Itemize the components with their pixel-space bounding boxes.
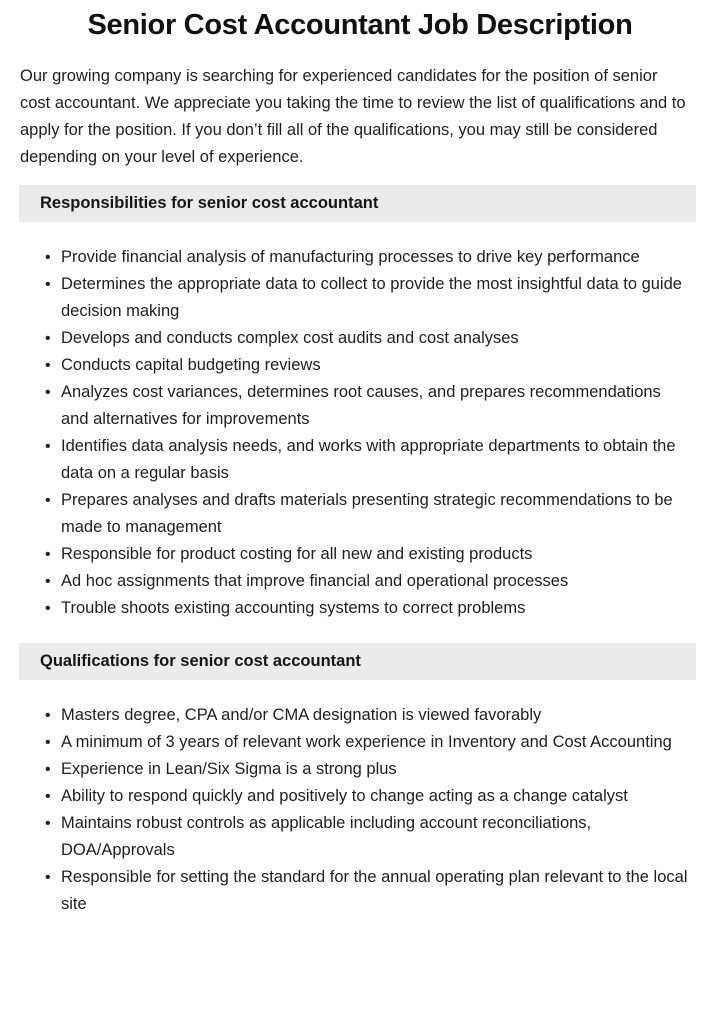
list-item: • Conducts capital budgeting reviews [20,352,690,379]
list-item: • Ability to respond quickly and positively to change acting as a change catalyst [20,783,690,810]
list-item: • Provide financial analysis of manufacturing processes to drive key performance [20,244,690,271]
list-item: • Determines the appropriate data to collect to provide the most insightful data to guide decision making [20,271,690,325]
list-item: • Develops and conducts complex cost audits and cost analyses [20,325,690,352]
list-item: • Trouble shoots existing accounting systems to correct problems [20,595,690,622]
page-title: Senior Cost Accountant Job Description [87,9,633,41]
list-item: • Masters degree, CPA and/or CMA designation is viewed favorably [20,702,690,729]
list-item: • A minimum of 3 years of relevant work experience in Inventory and Cost Accounting [20,729,690,756]
section-header-qualifications: Qualifications for senior cost accountant [19,643,696,680]
responsibilities-list [20,244,690,622]
qualifications-list [20,702,690,918]
list-item: • Maintains robust controls as applicable including account reconciliations, DOA/Approvals [20,810,690,864]
section-header-responsibilities: Responsibilities for senior cost accountant [19,185,696,222]
list-item: • Responsible for setting the standard for the annual operating plan relevant to the local site [20,864,690,918]
list-item: • Responsible for product costing for all new and existing products [20,541,690,568]
list-item: • Analyzes cost variances, determines root causes, and prepares recommendations and alternatives for improvements [20,379,690,433]
list-item: • Experience in Lean/Six Sigma is a strong plus [20,756,690,783]
list-item: • Ad hoc assignments that improve financial and operational processes [20,568,690,595]
list-item: • Prepares analyses and drafts materials presenting strategic recommendations to be made to management [20,487,690,541]
list-item: • Identifies data analysis needs, and works with appropriate departments to obtain the data on a regular basis [20,433,690,487]
intro-paragraph: Our growing company is searching for experienced candidates for the position of senior cost accountant. We appreciate you taking the time to review the list of qualifications and to apply for the position. If you don’t fill all of the qualifications, you may still be considered depending on your level of experience. [20,67,686,166]
